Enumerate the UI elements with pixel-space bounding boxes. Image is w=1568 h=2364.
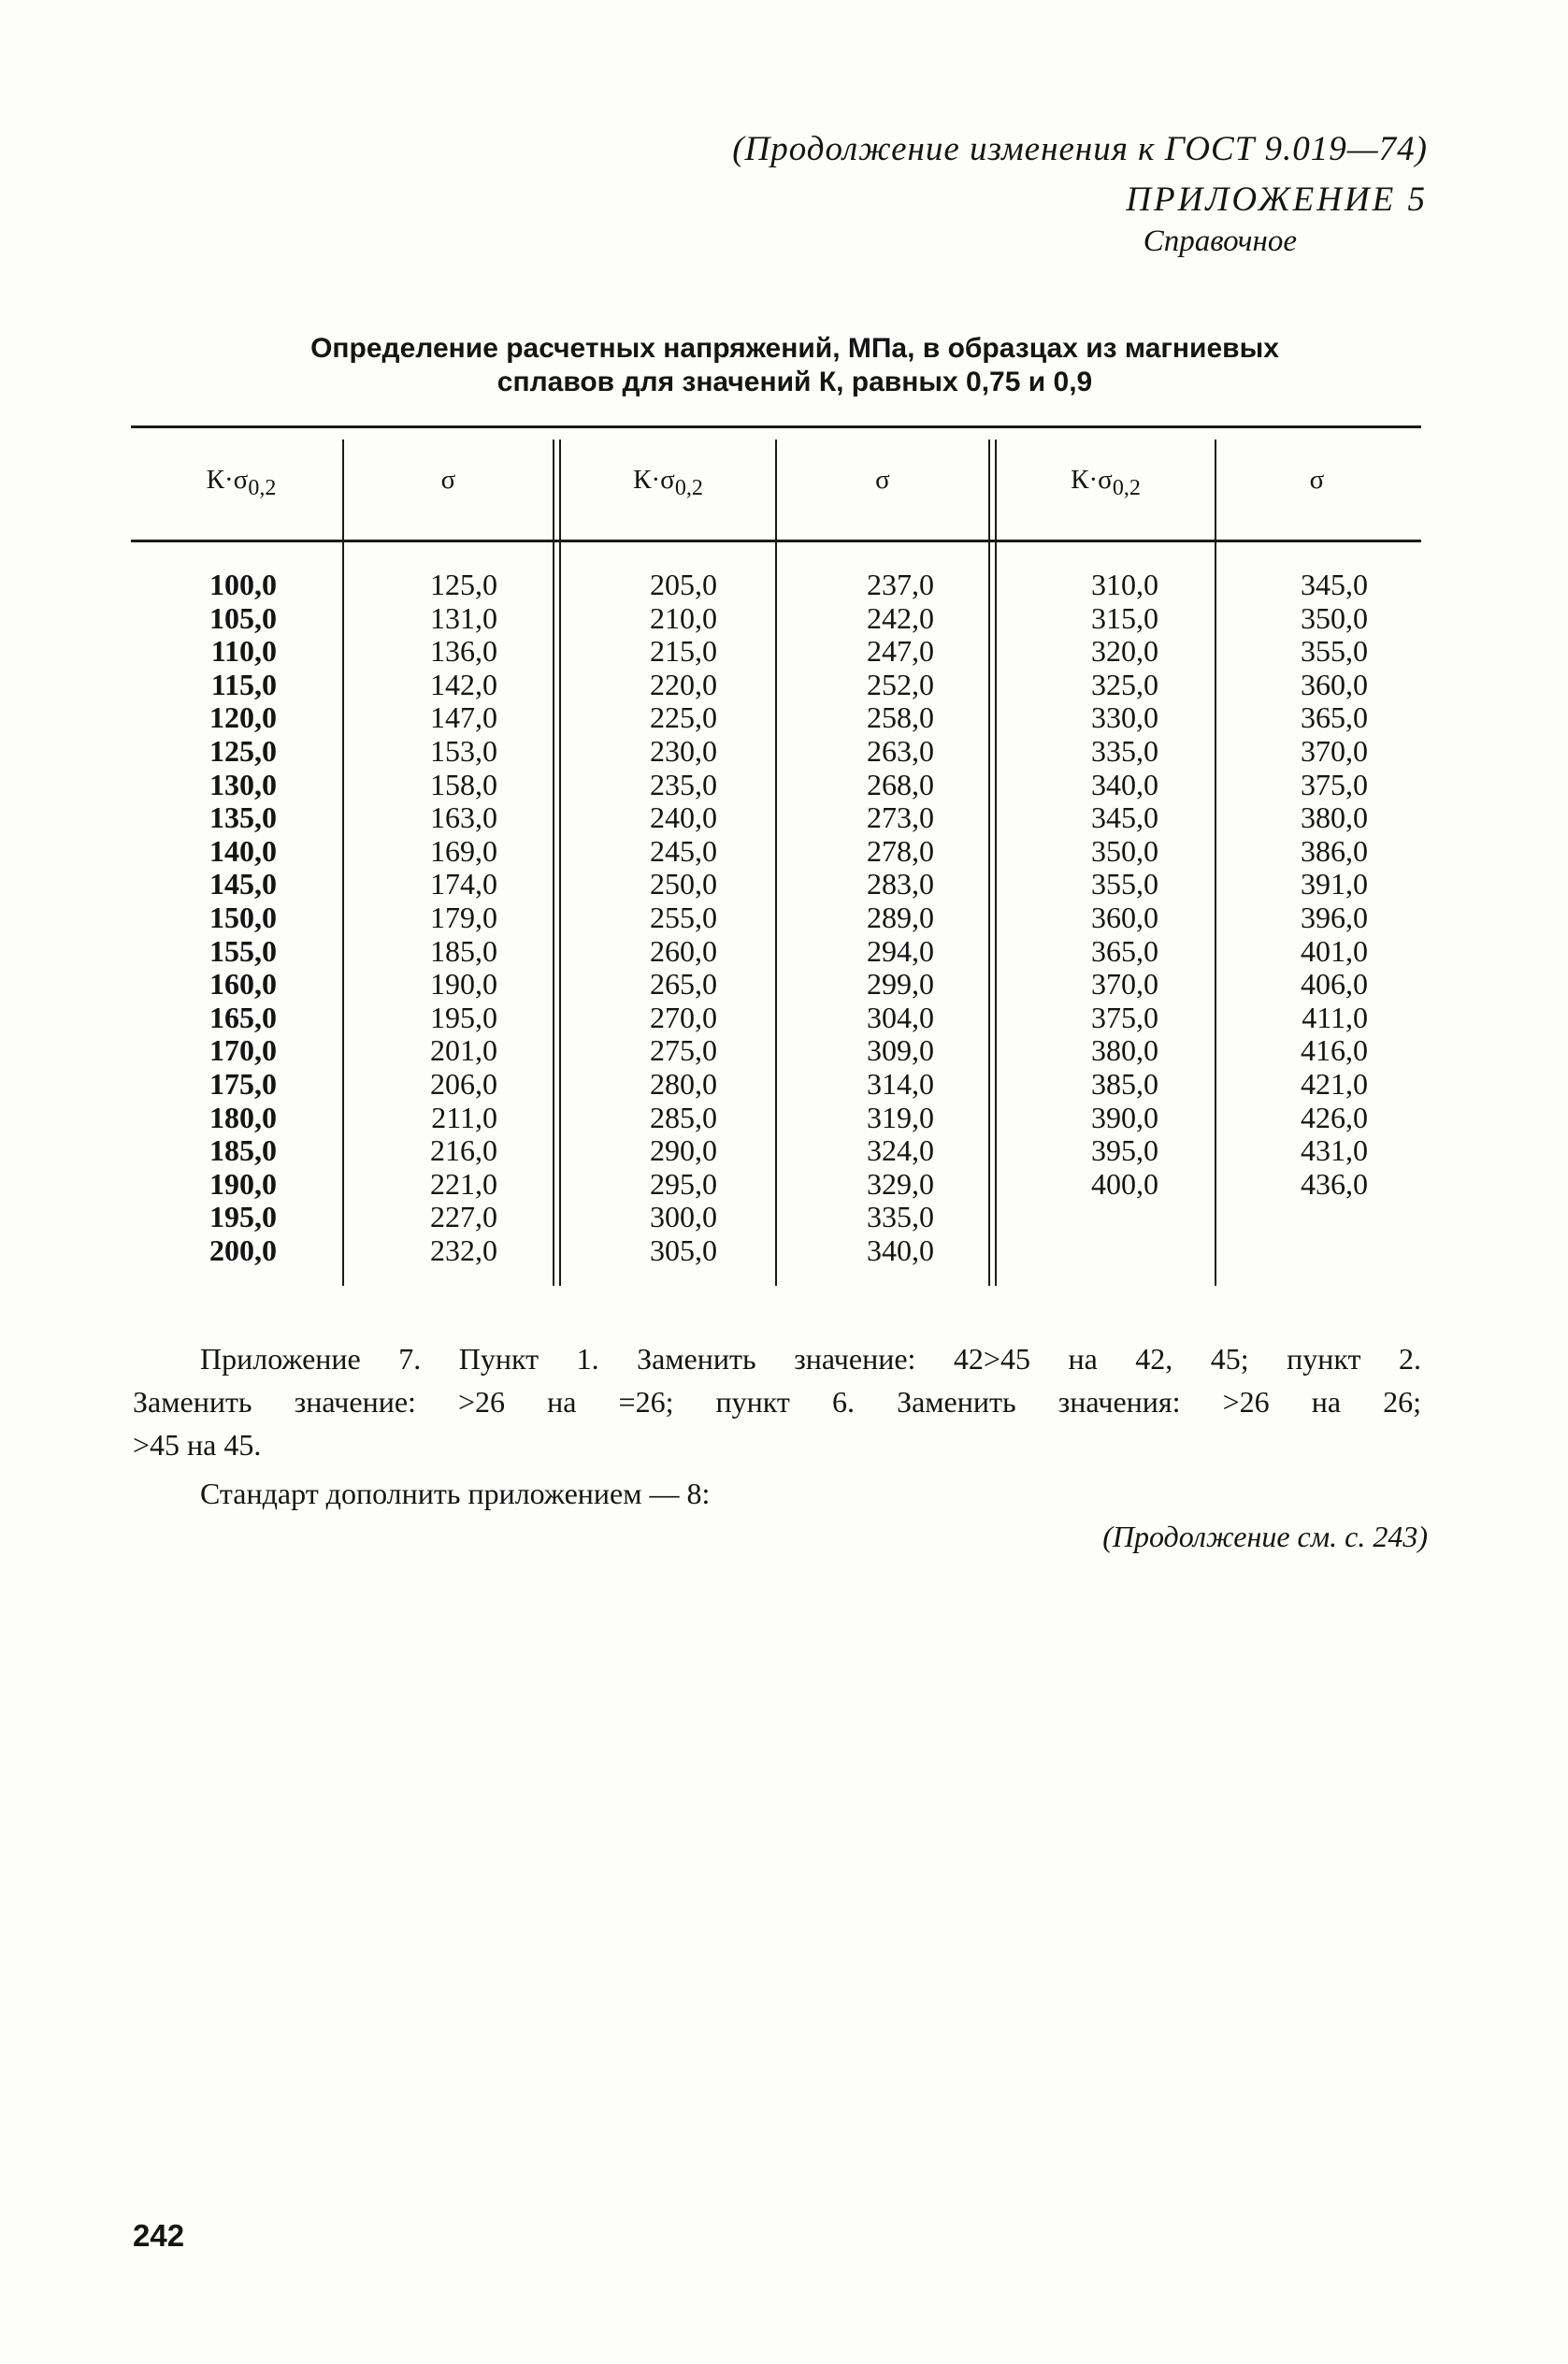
table-cell: 136,0 xyxy=(430,634,497,669)
table-cell: 268,0 xyxy=(867,767,934,801)
table-cell: 235,0 xyxy=(650,767,717,801)
table-cell: 280,0 xyxy=(650,1066,717,1101)
appendix-title: ПРИЛОЖЕНИЕ 5 xyxy=(1126,180,1428,219)
table-cell: 329,0 xyxy=(867,1166,934,1201)
table-cell: 263,0 xyxy=(867,733,934,768)
table-cell: 330,0 xyxy=(1091,700,1158,735)
table-cell: 385,0 xyxy=(1091,1066,1158,1101)
table-cell: 285,0 xyxy=(650,1100,717,1134)
table-cell: 120,0 xyxy=(209,700,277,735)
table-cell: 158,0 xyxy=(430,767,497,801)
table-cell: 150,0 xyxy=(209,900,277,934)
table-cell: 190,0 xyxy=(209,1166,277,1201)
table-cell: 220,0 xyxy=(650,667,717,701)
table-cell: 416,0 xyxy=(1301,1033,1368,1068)
table-column xyxy=(1283,569,1368,1201)
column-divider xyxy=(342,440,344,1286)
table-cell: 115,0 xyxy=(210,667,277,701)
column-header-subscript: 0,2 xyxy=(248,475,277,500)
table-cell: 426,0 xyxy=(1301,1100,1368,1134)
table-cell: 131,0 xyxy=(430,600,497,635)
table-cell: 270,0 xyxy=(650,1000,717,1034)
table-cell: 185,0 xyxy=(430,933,497,968)
column-header-label: σ xyxy=(1309,465,1325,495)
table-cell: 350,0 xyxy=(1301,600,1368,635)
table-cell: 130,0 xyxy=(209,767,277,801)
column-header xyxy=(561,465,775,501)
continuation-note: (Продолжение см. с. 243) xyxy=(1102,1520,1428,1553)
table-cell: 325,0 xyxy=(1091,667,1158,701)
table-cell: 258,0 xyxy=(867,700,934,735)
table-cell: 305,0 xyxy=(650,1232,717,1267)
table-cell: 365,0 xyxy=(1301,700,1368,735)
table-cell: 200,0 xyxy=(209,1232,277,1267)
table-cell: 295,0 xyxy=(650,1166,717,1201)
table-cell: 278,0 xyxy=(867,833,934,868)
table-cell: 275,0 xyxy=(650,1033,717,1068)
table-cell: 436,0 xyxy=(1301,1166,1368,1201)
table-caption-line: сплавов для значений К, равных 0,75 и 0,9 xyxy=(496,367,1093,397)
table-cell: 227,0 xyxy=(430,1200,497,1234)
table-cell: 215,0 xyxy=(650,634,717,669)
column-header-label: σ xyxy=(440,465,456,495)
table-cell: 211,0 xyxy=(431,1100,497,1134)
table-cell: 300,0 xyxy=(650,1200,717,1234)
table-cell: 273,0 xyxy=(867,800,934,835)
table-cell: 142,0 xyxy=(430,667,497,701)
table-cell: 175,0 xyxy=(209,1066,277,1101)
table-cell: 147,0 xyxy=(430,700,497,735)
table-cell: 380,0 xyxy=(1301,800,1368,835)
table-cell: 360,0 xyxy=(1301,667,1368,701)
table-cell: 210,0 xyxy=(650,600,717,635)
table-cell: 290,0 xyxy=(650,1133,717,1168)
table-cell: 105,0 xyxy=(209,600,277,635)
column-divider xyxy=(1215,440,1216,1286)
table-cell: 247,0 xyxy=(867,634,934,669)
column-divider xyxy=(988,440,990,1286)
table-cell: 421,0 xyxy=(1301,1066,1368,1101)
table-cell: 400,0 xyxy=(1091,1166,1158,1201)
table-cell: 195,0 xyxy=(430,1000,497,1034)
table-cell: 221,0 xyxy=(430,1166,497,1201)
table-cell: 260,0 xyxy=(650,933,717,968)
table-cell: 319,0 xyxy=(867,1100,934,1134)
table-cell: 185,0 xyxy=(209,1133,277,1168)
table-column xyxy=(632,569,717,1267)
table-cell: 411,0 xyxy=(1302,1000,1368,1034)
column-divider xyxy=(553,440,554,1286)
table-cell: 355,0 xyxy=(1091,867,1158,901)
table-cell: 370,0 xyxy=(1091,967,1158,1002)
amendment-paragraph-line: Приложение 7. Пункт 1. Заменить значение: 42>45 на 42, 45; пункт 2. xyxy=(200,1342,1421,1376)
table-cell: 375,0 xyxy=(1301,767,1368,801)
table-cell: 294,0 xyxy=(867,933,934,968)
column-header xyxy=(344,465,553,496)
table-cell: 340,0 xyxy=(867,1232,934,1267)
column-header-label: К·σ xyxy=(206,465,249,495)
table-cell: 320,0 xyxy=(1091,634,1158,669)
column-header-label: σ xyxy=(875,465,890,495)
table-caption xyxy=(140,332,1449,399)
table-cell: 153,0 xyxy=(430,733,497,768)
table-cell: 155,0 xyxy=(209,933,277,968)
table-cell: 160,0 xyxy=(209,967,277,1002)
table-cell: 315,0 xyxy=(1091,600,1158,635)
table-cell: 406,0 xyxy=(1301,967,1368,1002)
table-cell: 205,0 xyxy=(650,568,717,601)
table-cell: 100,0 xyxy=(209,568,277,601)
table-cell: 230,0 xyxy=(650,733,717,768)
table-cell: 283,0 xyxy=(867,867,934,901)
table-cell: 201,0 xyxy=(430,1033,497,1068)
column-header xyxy=(997,465,1215,501)
table-caption-line: Определение расчетных напряжений, МПа, в образцах из магниевых xyxy=(310,333,1279,364)
table-top-rule xyxy=(131,425,1421,428)
column-header-subscript: 0,2 xyxy=(1112,475,1141,500)
table-cell: 370,0 xyxy=(1301,733,1368,768)
table-cell: 255,0 xyxy=(650,900,717,934)
supplement-paragraph: Стандарт дополнить приложением — 8: xyxy=(200,1477,711,1510)
amendment-paragraph-line: Заменить значение: >26 на =26; пункт 6. Заменить значения: >26 на 26; xyxy=(133,1385,1421,1419)
table-cell: 314,0 xyxy=(867,1066,934,1101)
table-cell: 195,0 xyxy=(209,1200,277,1234)
table-cell: 396,0 xyxy=(1301,900,1368,934)
column-header-label: К·σ xyxy=(1071,465,1113,495)
table-cell: 386,0 xyxy=(1301,833,1368,868)
table-cell: 375,0 xyxy=(1091,1000,1158,1034)
table-cell: 324,0 xyxy=(867,1133,934,1168)
table-cell: 401,0 xyxy=(1301,933,1368,968)
table-cell: 390,0 xyxy=(1091,1100,1158,1134)
table-cell: 179,0 xyxy=(430,900,497,934)
table-cell: 180,0 xyxy=(209,1100,277,1134)
column-header-label: К·σ xyxy=(633,465,675,495)
table-column xyxy=(412,569,497,1267)
table-cell: 340,0 xyxy=(1091,767,1158,801)
column-divider xyxy=(775,440,777,1286)
column-header xyxy=(1216,465,1417,496)
table-cell: 304,0 xyxy=(867,1000,934,1034)
column-header-subscript: 0,2 xyxy=(674,475,703,500)
table-cell: 345,0 xyxy=(1301,568,1368,601)
table-column xyxy=(849,569,934,1267)
table-cell: 225,0 xyxy=(650,700,717,735)
table-cell: 245,0 xyxy=(650,833,717,868)
table-cell: 335,0 xyxy=(867,1200,934,1234)
table-cell: 391,0 xyxy=(1301,867,1368,901)
table-cell: 140,0 xyxy=(209,833,277,868)
table-cell: 145,0 xyxy=(209,867,277,901)
table-cell: 242,0 xyxy=(867,600,934,635)
running-header: (Продолжение изменения к ГОСТ 9.019—74) xyxy=(732,130,1428,168)
table-cell: 345,0 xyxy=(1091,800,1158,835)
table-cell: 289,0 xyxy=(867,900,934,934)
table-cell: 431,0 xyxy=(1301,1133,1368,1168)
table-cell: 250,0 xyxy=(650,867,717,901)
table-cell: 135,0 xyxy=(209,800,277,835)
table-cell: 299,0 xyxy=(867,967,934,1002)
table-cell: 350,0 xyxy=(1091,833,1158,868)
table-cell: 163,0 xyxy=(430,800,497,835)
table-cell: 237,0 xyxy=(867,568,934,601)
table-column xyxy=(192,569,277,1267)
table-cell: 365,0 xyxy=(1091,933,1158,968)
appendix-status: Справочное xyxy=(1143,224,1297,258)
table-cell: 206,0 xyxy=(430,1066,497,1101)
table-cell: 380,0 xyxy=(1091,1033,1158,1068)
column-header xyxy=(140,465,342,501)
table-cell: 395,0 xyxy=(1091,1133,1158,1168)
table-cell: 216,0 xyxy=(430,1133,497,1168)
table-cell: 252,0 xyxy=(867,667,934,701)
table-cell: 355,0 xyxy=(1301,634,1368,669)
amendment-paragraph-line: >45 на 45. xyxy=(133,1428,262,1462)
table-cell: 360,0 xyxy=(1091,900,1158,934)
column-divider xyxy=(559,440,561,1286)
page-number: 242 xyxy=(133,2218,185,2253)
table-cell: 309,0 xyxy=(867,1033,934,1068)
column-header xyxy=(777,465,988,496)
table-cell: 110,0 xyxy=(210,634,277,669)
table-column xyxy=(1073,569,1158,1201)
table-cell: 240,0 xyxy=(650,800,717,835)
table-cell: 125,0 xyxy=(209,733,277,768)
table-cell: 125,0 xyxy=(430,568,497,601)
table-cell: 335,0 xyxy=(1091,733,1158,768)
table-cell: 170,0 xyxy=(209,1033,277,1068)
table-cell: 169,0 xyxy=(430,833,497,868)
table-cell: 174,0 xyxy=(430,867,497,901)
table-cell: 310,0 xyxy=(1091,568,1158,601)
table-cell: 165,0 xyxy=(209,1000,277,1034)
column-divider xyxy=(995,440,997,1286)
table-cell: 190,0 xyxy=(430,967,497,1002)
table-cell: 232,0 xyxy=(430,1232,497,1267)
table-cell: 265,0 xyxy=(650,967,717,1002)
